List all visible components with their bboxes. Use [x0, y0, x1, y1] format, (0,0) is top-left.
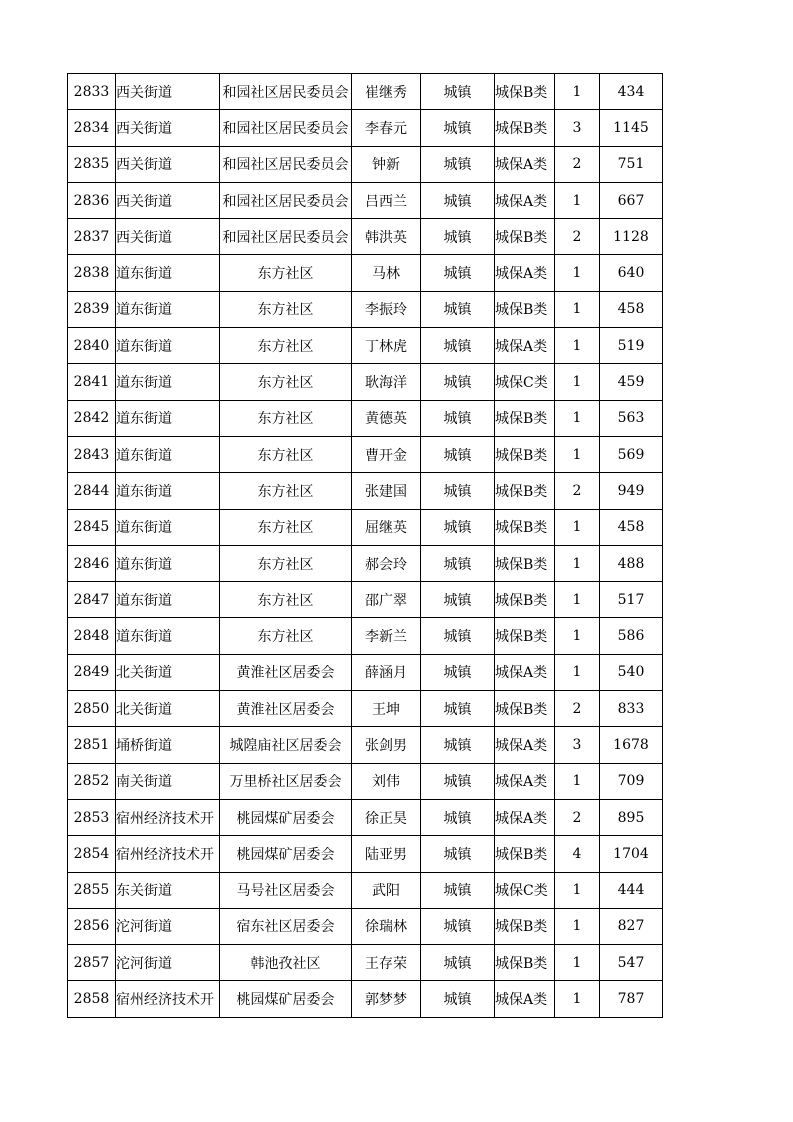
cell-serial-no: 2844	[68, 473, 116, 509]
cell-street: 西关街道	[116, 182, 220, 218]
cell-household-type: 城镇	[421, 763, 495, 799]
cell-name: 刘伟	[352, 763, 421, 799]
cell-category: 城保B类	[495, 945, 555, 981]
cell-name: 钟新	[352, 146, 421, 182]
cell-amount: 540	[600, 654, 663, 690]
table-row	[68, 545, 663, 581]
cell-household-type: 城镇	[421, 872, 495, 908]
table-row	[68, 981, 663, 1017]
table-row	[68, 255, 663, 291]
relief-roster-table	[67, 73, 663, 1018]
cell-name: 王坤	[352, 691, 421, 727]
cell-serial-no: 2848	[68, 618, 116, 654]
cell-community: 东方社区	[220, 291, 352, 327]
cell-category: 城保B类	[495, 545, 555, 581]
cell-community: 桃园煤矿居委会	[220, 836, 352, 872]
cell-serial-no: 2837	[68, 219, 116, 255]
cell-name: 耿海洋	[352, 364, 421, 400]
cell-street: 道东街道	[116, 509, 220, 545]
cell-persons: 1	[555, 328, 600, 364]
cell-serial-no: 2840	[68, 328, 116, 364]
table-row	[68, 400, 663, 436]
cell-persons: 1	[555, 618, 600, 654]
cell-amount: 833	[600, 691, 663, 727]
cell-persons: 1	[555, 436, 600, 472]
cell-persons: 2	[555, 219, 600, 255]
cell-serial-no: 2836	[68, 182, 116, 218]
cell-amount: 751	[600, 146, 663, 182]
cell-persons: 1	[555, 582, 600, 618]
cell-street: 道东街道	[116, 436, 220, 472]
cell-community: 韩池孜社区	[220, 945, 352, 981]
cell-serial-no: 2851	[68, 727, 116, 763]
cell-amount: 444	[600, 872, 663, 908]
cell-street: 道东街道	[116, 291, 220, 327]
cell-amount: 563	[600, 400, 663, 436]
cell-persons: 1	[555, 291, 600, 327]
cell-name: 徐正昊	[352, 799, 421, 835]
cell-name: 丁林虎	[352, 328, 421, 364]
cell-household-type: 城镇	[421, 691, 495, 727]
table-row	[68, 74, 663, 110]
cell-street: 道东街道	[116, 545, 220, 581]
cell-category: 城保A类	[495, 255, 555, 291]
cell-persons: 1	[555, 545, 600, 581]
cell-amount: 1704	[600, 836, 663, 872]
cell-community: 桃园煤矿居委会	[220, 981, 352, 1017]
cell-category: 城保B类	[495, 509, 555, 545]
cell-persons: 2	[555, 691, 600, 727]
cell-persons: 1	[555, 763, 600, 799]
cell-serial-no: 2856	[68, 908, 116, 944]
cell-community: 和园社区居民委员会	[220, 182, 352, 218]
cell-name: 郝会玲	[352, 545, 421, 581]
table-row	[68, 872, 663, 908]
table-row	[68, 836, 663, 872]
cell-persons: 1	[555, 872, 600, 908]
cell-serial-no: 2846	[68, 545, 116, 581]
table-row	[68, 436, 663, 472]
cell-serial-no: 2843	[68, 436, 116, 472]
cell-street: 北关街道	[116, 654, 220, 690]
cell-street: 道东街道	[116, 328, 220, 364]
cell-name: 屈继英	[352, 509, 421, 545]
cell-serial-no: 2841	[68, 364, 116, 400]
cell-serial-no: 2845	[68, 509, 116, 545]
cell-street: 沱河街道	[116, 945, 220, 981]
cell-street: 宿州经济技术开	[116, 836, 220, 872]
cell-street: 埇桥街道	[116, 727, 220, 763]
cell-street: 沱河街道	[116, 908, 220, 944]
cell-amount: 827	[600, 908, 663, 944]
cell-amount: 1128	[600, 219, 663, 255]
cell-household-type: 城镇	[421, 219, 495, 255]
cell-street: 道东街道	[116, 582, 220, 618]
cell-category: 城保B类	[495, 908, 555, 944]
cell-household-type: 城镇	[421, 618, 495, 654]
cell-amount: 569	[600, 436, 663, 472]
cell-street: 宿州经济技术开	[116, 981, 220, 1017]
table-row	[68, 799, 663, 835]
cell-household-type: 城镇	[421, 74, 495, 110]
cell-category: 城保C类	[495, 364, 555, 400]
cell-category: 城保A类	[495, 981, 555, 1017]
cell-street: 道东街道	[116, 255, 220, 291]
table-row	[68, 691, 663, 727]
cell-category: 城保B类	[495, 110, 555, 146]
cell-amount: 519	[600, 328, 663, 364]
cell-household-type: 城镇	[421, 110, 495, 146]
cell-amount: 1145	[600, 110, 663, 146]
cell-persons: 2	[555, 146, 600, 182]
cell-street: 宿州经济技术开	[116, 799, 220, 835]
cell-amount: 517	[600, 582, 663, 618]
cell-household-type: 城镇	[421, 582, 495, 618]
cell-amount: 547	[600, 945, 663, 981]
cell-amount: 458	[600, 291, 663, 327]
cell-name: 陆亚男	[352, 836, 421, 872]
cell-name: 武阳	[352, 872, 421, 908]
cell-name: 邵广翠	[352, 582, 421, 618]
cell-street: 北关街道	[116, 691, 220, 727]
cell-serial-no: 2833	[68, 74, 116, 110]
cell-name: 崔继秀	[352, 74, 421, 110]
cell-community: 和园社区居民委员会	[220, 74, 352, 110]
cell-name: 张剑男	[352, 727, 421, 763]
cell-community: 东方社区	[220, 618, 352, 654]
cell-name: 李新兰	[352, 618, 421, 654]
cell-name: 吕西兰	[352, 182, 421, 218]
cell-household-type: 城镇	[421, 400, 495, 436]
cell-persons: 3	[555, 727, 600, 763]
cell-community: 东方社区	[220, 328, 352, 364]
cell-serial-no: 2855	[68, 872, 116, 908]
table-row	[68, 364, 663, 400]
cell-serial-no: 2853	[68, 799, 116, 835]
cell-serial-no: 2847	[68, 582, 116, 618]
cell-category: 城保A类	[495, 727, 555, 763]
cell-serial-no: 2852	[68, 763, 116, 799]
cell-community: 城隍庙社区居委会	[220, 727, 352, 763]
table-row	[68, 509, 663, 545]
cell-category: 城保B类	[495, 691, 555, 727]
cell-street: 东关街道	[116, 872, 220, 908]
cell-community: 东方社区	[220, 582, 352, 618]
cell-community: 宿东社区居委会	[220, 908, 352, 944]
cell-household-type: 城镇	[421, 291, 495, 327]
cell-persons: 1	[555, 255, 600, 291]
cell-street: 西关街道	[116, 74, 220, 110]
cell-serial-no: 2857	[68, 945, 116, 981]
cell-community: 东方社区	[220, 545, 352, 581]
cell-name: 黄德英	[352, 400, 421, 436]
cell-household-type: 城镇	[421, 727, 495, 763]
cell-persons: 1	[555, 981, 600, 1017]
table-row	[68, 654, 663, 690]
cell-amount: 488	[600, 545, 663, 581]
cell-name: 韩洪英	[352, 219, 421, 255]
table-row	[68, 182, 663, 218]
cell-serial-no: 2849	[68, 654, 116, 690]
cell-category: 城保B类	[495, 836, 555, 872]
cell-community: 黄淮社区居委会	[220, 654, 352, 690]
cell-amount: 709	[600, 763, 663, 799]
table-row	[68, 618, 663, 654]
cell-household-type: 城镇	[421, 473, 495, 509]
cell-persons: 2	[555, 799, 600, 835]
cell-household-type: 城镇	[421, 654, 495, 690]
cell-category: 城保B类	[495, 291, 555, 327]
cell-street: 道东街道	[116, 473, 220, 509]
cell-name: 郭梦梦	[352, 981, 421, 1017]
cell-category: 城保B类	[495, 436, 555, 472]
cell-community: 万里桥社区居委会	[220, 763, 352, 799]
cell-category: 城保A类	[495, 763, 555, 799]
cell-household-type: 城镇	[421, 799, 495, 835]
cell-household-type: 城镇	[421, 981, 495, 1017]
cell-community: 和园社区居民委员会	[220, 219, 352, 255]
cell-name: 曹开金	[352, 436, 421, 472]
cell-category: 城保B类	[495, 219, 555, 255]
cell-household-type: 城镇	[421, 908, 495, 944]
cell-category: 城保A类	[495, 328, 555, 364]
cell-category: 城保B类	[495, 400, 555, 436]
cell-amount: 895	[600, 799, 663, 835]
cell-persons: 1	[555, 509, 600, 545]
table-row	[68, 908, 663, 944]
cell-name: 李春元	[352, 110, 421, 146]
cell-serial-no: 2839	[68, 291, 116, 327]
cell-household-type: 城镇	[421, 836, 495, 872]
cell-household-type: 城镇	[421, 945, 495, 981]
cell-community: 东方社区	[220, 436, 352, 472]
cell-household-type: 城镇	[421, 364, 495, 400]
cell-street: 道东街道	[116, 618, 220, 654]
cell-amount: 667	[600, 182, 663, 218]
cell-name: 张建国	[352, 473, 421, 509]
cell-serial-no: 2850	[68, 691, 116, 727]
table-row	[68, 945, 663, 981]
cell-community: 东方社区	[220, 364, 352, 400]
cell-amount: 434	[600, 74, 663, 110]
table-row	[68, 146, 663, 182]
cell-amount: 787	[600, 981, 663, 1017]
cell-serial-no: 2858	[68, 981, 116, 1017]
cell-street: 道东街道	[116, 400, 220, 436]
cell-community: 马号社区居委会	[220, 872, 352, 908]
table-body	[68, 74, 663, 1018]
cell-persons: 1	[555, 400, 600, 436]
cell-amount: 459	[600, 364, 663, 400]
table-row	[68, 763, 663, 799]
cell-community: 桃园煤矿居委会	[220, 799, 352, 835]
cell-amount: 458	[600, 509, 663, 545]
cell-category: 城保A类	[495, 654, 555, 690]
table-row	[68, 473, 663, 509]
cell-category: 城保A类	[495, 146, 555, 182]
table-row	[68, 219, 663, 255]
table-row	[68, 328, 663, 364]
cell-amount: 586	[600, 618, 663, 654]
cell-persons: 1	[555, 364, 600, 400]
cell-household-type: 城镇	[421, 146, 495, 182]
cell-household-type: 城镇	[421, 328, 495, 364]
cell-category: 城保A类	[495, 182, 555, 218]
cell-persons: 1	[555, 654, 600, 690]
cell-serial-no: 2835	[68, 146, 116, 182]
cell-persons: 2	[555, 473, 600, 509]
cell-persons: 4	[555, 836, 600, 872]
cell-household-type: 城镇	[421, 436, 495, 472]
cell-household-type: 城镇	[421, 509, 495, 545]
cell-persons: 1	[555, 908, 600, 944]
cell-category: 城保C类	[495, 872, 555, 908]
cell-serial-no: 2842	[68, 400, 116, 436]
table-row	[68, 727, 663, 763]
cell-community: 东方社区	[220, 473, 352, 509]
cell-household-type: 城镇	[421, 255, 495, 291]
cell-community: 黄淮社区居委会	[220, 691, 352, 727]
cell-name: 王存荣	[352, 945, 421, 981]
cell-name: 徐瑞林	[352, 908, 421, 944]
cell-serial-no: 2854	[68, 836, 116, 872]
cell-community: 东方社区	[220, 400, 352, 436]
cell-amount: 949	[600, 473, 663, 509]
cell-community: 和园社区居民委员会	[220, 146, 352, 182]
cell-category: 城保B类	[495, 582, 555, 618]
cell-community: 和园社区居民委员会	[220, 110, 352, 146]
cell-street: 道东街道	[116, 364, 220, 400]
cell-persons: 1	[555, 74, 600, 110]
table-row	[68, 110, 663, 146]
cell-name: 马林	[352, 255, 421, 291]
cell-persons: 1	[555, 945, 600, 981]
cell-category: 城保B类	[495, 473, 555, 509]
cell-name: 薛涵月	[352, 654, 421, 690]
cell-household-type: 城镇	[421, 182, 495, 218]
cell-serial-no: 2834	[68, 110, 116, 146]
cell-amount: 640	[600, 255, 663, 291]
cell-persons: 3	[555, 110, 600, 146]
cell-street: 西关街道	[116, 146, 220, 182]
cell-community: 东方社区	[220, 509, 352, 545]
cell-name: 李振玲	[352, 291, 421, 327]
table-row	[68, 291, 663, 327]
cell-amount: 1678	[600, 727, 663, 763]
table-row	[68, 582, 663, 618]
cell-community: 东方社区	[220, 255, 352, 291]
cell-category: 城保B类	[495, 618, 555, 654]
cell-serial-no: 2838	[68, 255, 116, 291]
cell-persons: 1	[555, 182, 600, 218]
cell-category: 城保B类	[495, 74, 555, 110]
cell-street: 南关街道	[116, 763, 220, 799]
cell-street: 西关街道	[116, 219, 220, 255]
cell-household-type: 城镇	[421, 545, 495, 581]
cell-category: 城保A类	[495, 799, 555, 835]
cell-street: 西关街道	[116, 110, 220, 146]
